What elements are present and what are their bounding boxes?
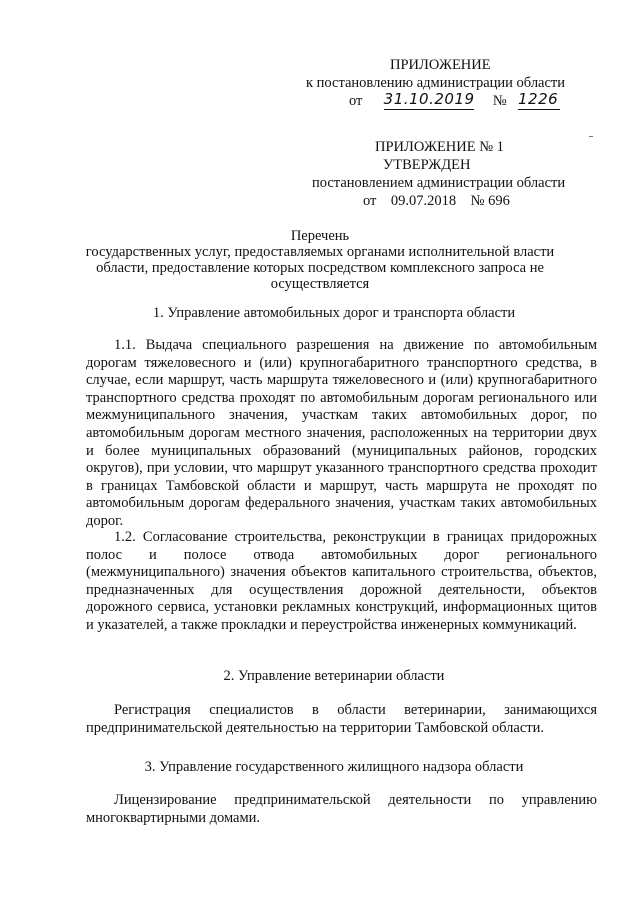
approved-date-number-line: от 09.07.2018 № 696 — [363, 193, 510, 209]
doc-title-line1: Перечень — [290, 228, 350, 244]
handwritten-date: 31.10.2019 — [383, 90, 475, 108]
appendix-1-title: ПРИЛОЖЕНИЕ № 1 — [375, 139, 504, 155]
approved-label: УТВЕРЖДЕН — [383, 157, 471, 173]
section-2-heading: 2. Управление ветеринарии области — [223, 668, 445, 684]
appendix-date-number-line — [349, 90, 560, 110]
appendix-title: ПРИЛОЖЕНИЕ — [390, 57, 491, 73]
section-1-paragraph-1: 1.1. Выдача специального разрешения на движение по автомобильным дорогам тяжеловесного и (или) крупногабаритного транспортного средства, в случае, если маршрут, часть маршрута тяжеловесного и (или) крупногабаритного транспортного средства проходят по автомобильным дорогам регионального или межмуниципального значения, участкам таких автомобильных дорог, по автомобильным дорогам местного значения, расположенных на территории двух и более муниципальных образований (муниципальных районов, городских округов), при условии, что маршрут указанного транспортного средства проходит в границах Тамбовской области и маршрут, часть маршрута не проходят по автомобильным дорогам федерального значения, участкам таких автомобильных дорог. — [86, 337, 597, 529]
section-1-heading: 1. Управление автомобильных дорог и транспорта области — [152, 305, 516, 321]
from-label: от — [349, 93, 363, 109]
doc-title-line4: осуществляется — [270, 276, 370, 292]
handwritten-number: 1226 — [518, 90, 559, 108]
number-label: № — [492, 93, 507, 109]
section-1-paragraph-2: 1.2. Согласование строительства, реконструкции в границах придорожных полос и полосе отвода автомобильных дорог регионального (межмуниципального) значения объектов капитального строительства, объектов, предназначенных для осуществления дорожной деятельности, объектов дорожного сервиса, установки рекламных конструкций, информационных щитов и указателей, а также прокладки и переустройства инженерных коммуникаций. — [86, 529, 597, 633]
doc-title-line2: государственных услуг, предоставляемых органами исполнительной власти — [85, 244, 555, 260]
approved-resolution-line: постановлением администрации области — [312, 175, 566, 191]
appendix-resolution-line: к постановлению администрации области — [306, 75, 566, 91]
scan-mark — [589, 136, 593, 137]
section-3-paragraph: Лицензирование предпринимательской деятельности по управлению многоквартирными домами. — [86, 792, 597, 826]
doc-title-line3: области, предоставление которых посредством комплексного запроса не — [96, 260, 544, 276]
section-2-paragraph: Регистрация специалистов в области ветеринарии, занимающихся предпринимательской деятельностью на территории Тамбовской области. — [86, 702, 597, 736]
section-3-heading: 3. Управление государственного жилищного надзора области — [144, 759, 524, 775]
